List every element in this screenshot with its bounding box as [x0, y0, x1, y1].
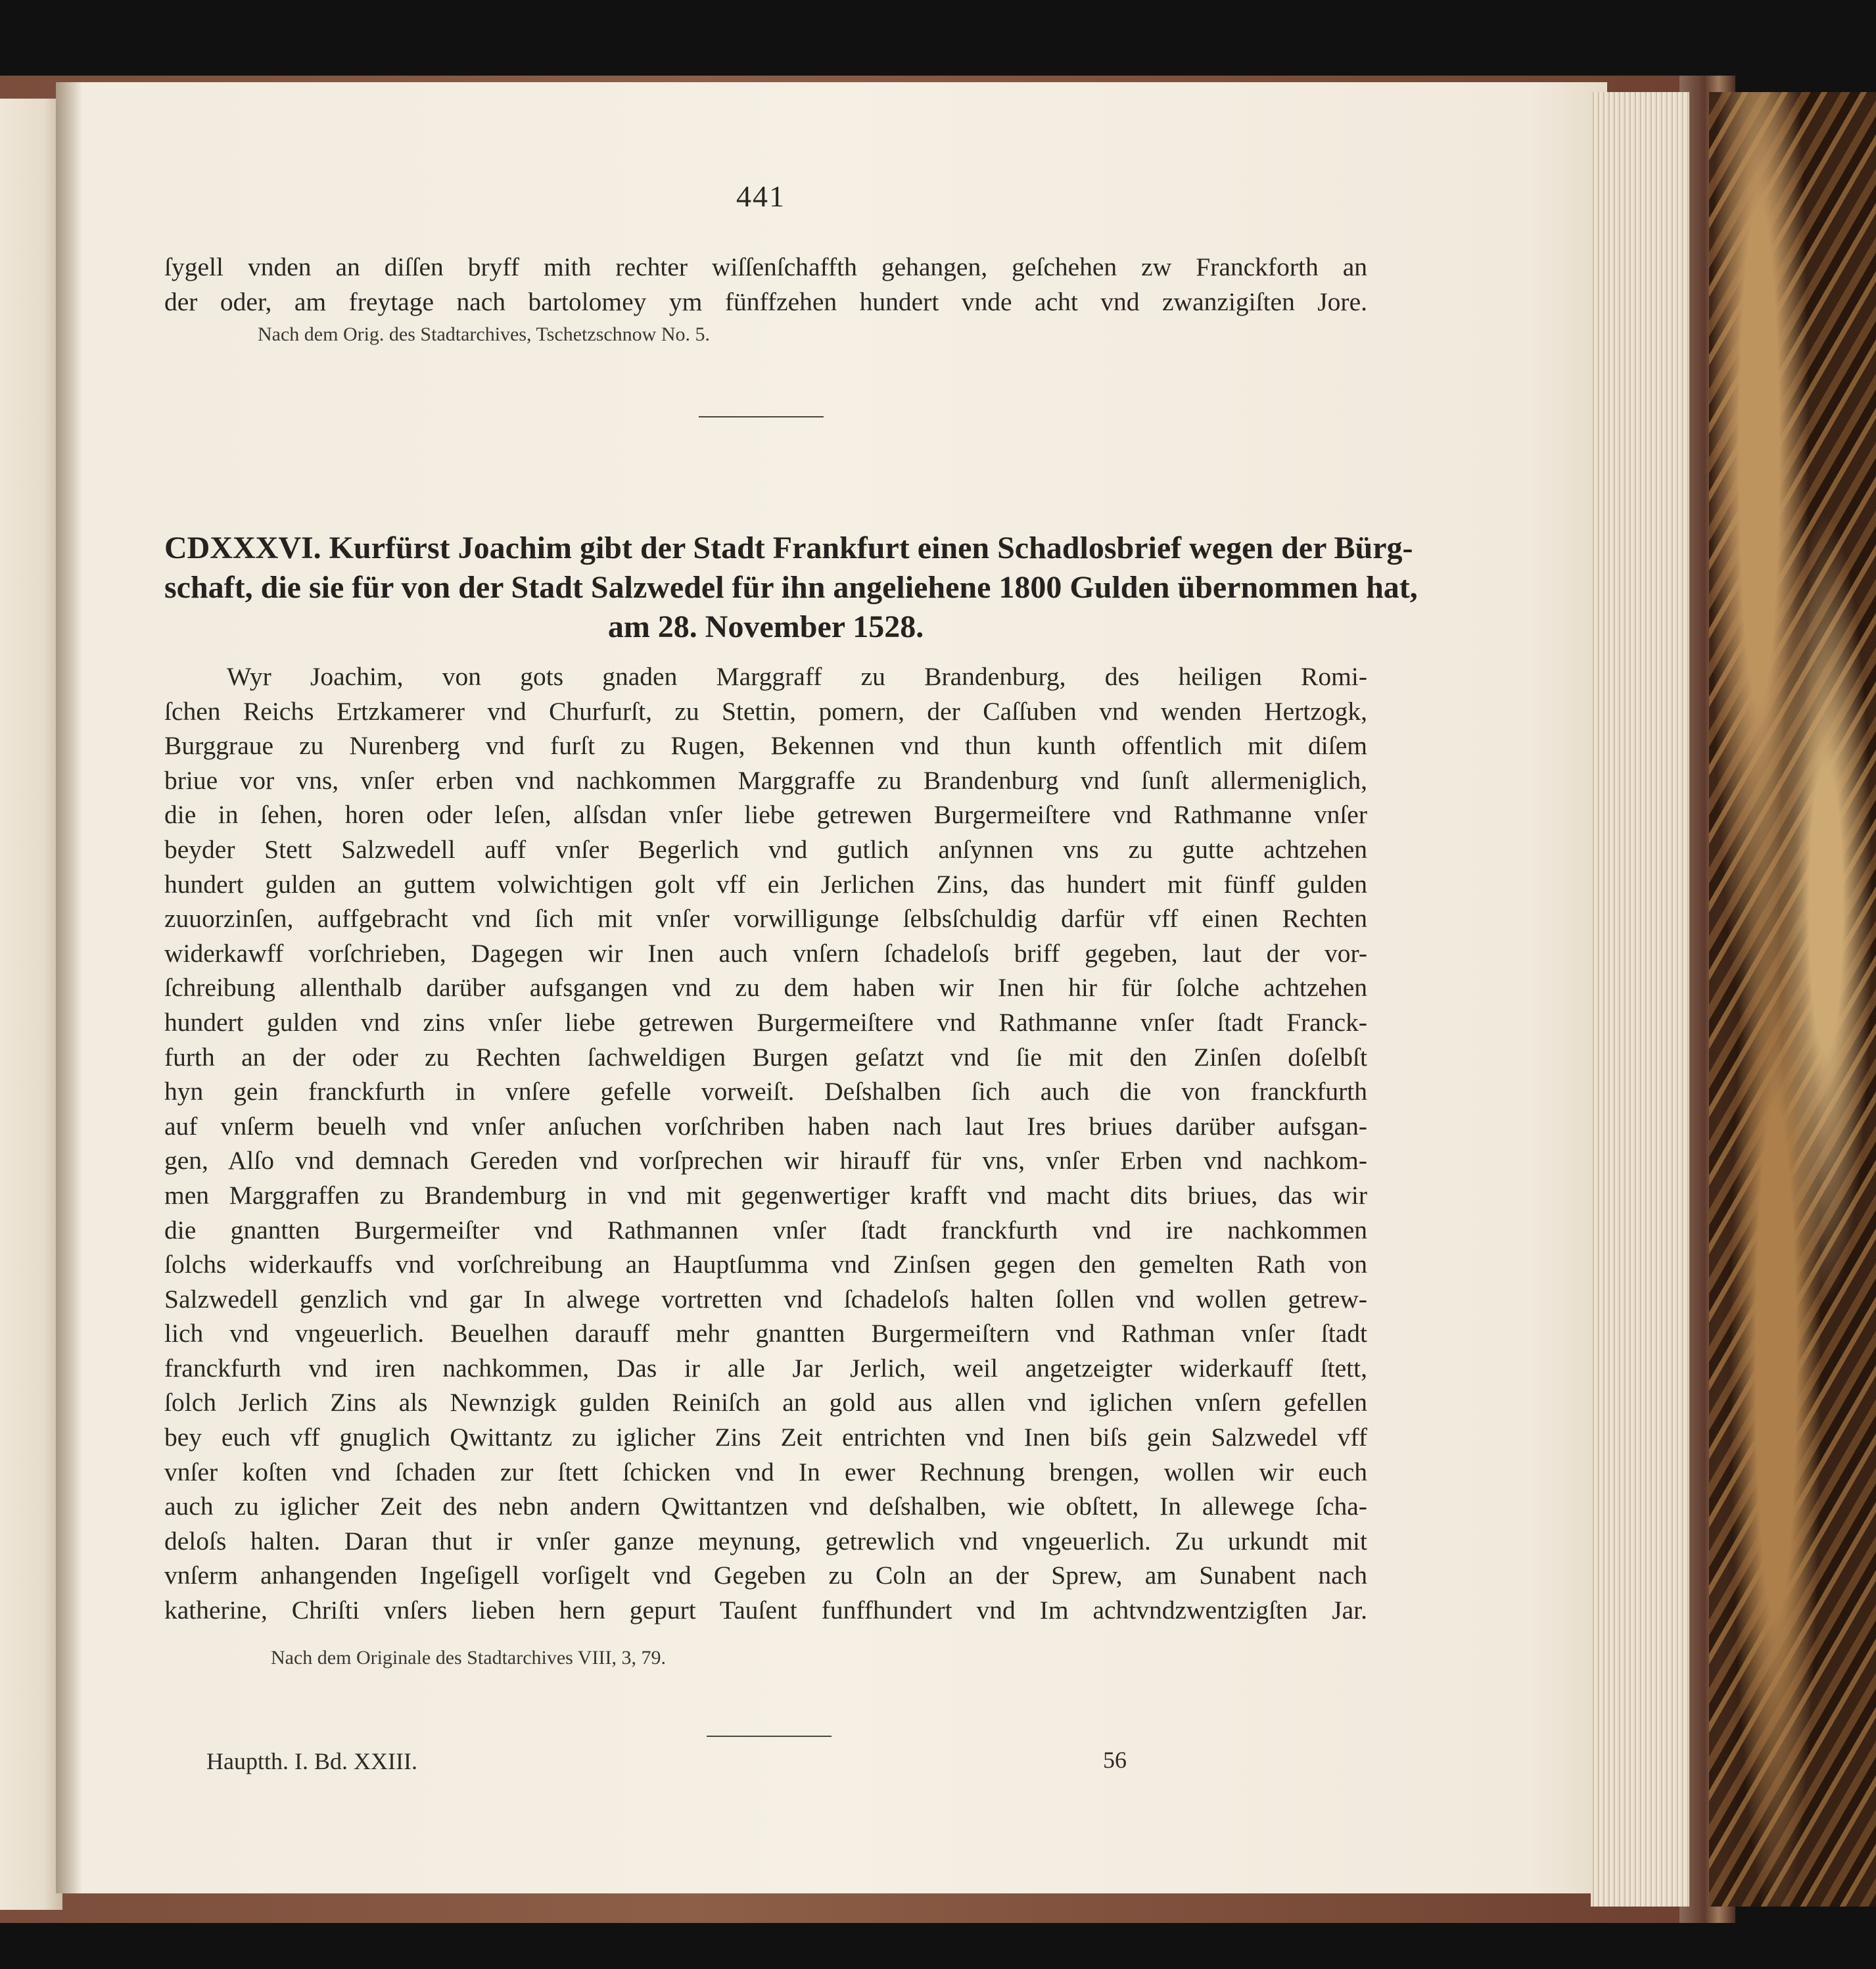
body-line: gen, Alſo vnd demnach Gereden vnd vorſprechen wir hirauff für vns, vnſer Erben vnd nachkom-: [164, 1146, 1367, 1175]
body-line: vnſer koſten vnd ſchaden zur ſtett ſchicken vnd In ewer Rechnung brengen, wollen wir euch: [164, 1457, 1367, 1486]
heading-line: schaft, die sie für von der Stadt Salzwedel für ihn angeliehene 1800 Gulden übernommen hat,: [164, 570, 1418, 605]
body-line: widerkawff vorſchrieben, Dagegen wir Inen auch vnſern ſchadeloſs briff gegeben, laut der vor-: [164, 938, 1367, 968]
body-line: franckfurth vnd iren nachkommen, Das ir alle Jar Jerlich, weil angetzeigter widerkauff ſtett,: [164, 1353, 1367, 1383]
document-heading: [164, 529, 1418, 647]
body-line: briue vor vns, vnſer erben vnd nachkommen Marggraffe zu Brandenburg vnd ſunſt allermeniglich,: [164, 765, 1367, 795]
section-divider: [699, 416, 824, 417]
body-line: auf vnſerm beuelh vnd vnſer anſuchen vorſchriben haben nach laut Ires briues darüber aufsgan-: [164, 1111, 1367, 1141]
heading-line: CDXXXVI. Kurfürst Joachim gibt der Stadt Frankfurt einen Schadlosbrief wegen der Bürg-: [164, 531, 1413, 565]
body-line: ſchreibung allenthalb darüber aufsgangen vnd zu dem haben wir Inen hir für ſolche achtzehen: [164, 973, 1367, 1003]
body-line: die gnantten Burgermeiſter vnd Rathmannen vnſer ſtadt franckfurth vnd ire nachkommen: [164, 1215, 1367, 1245]
body-line: katherine, Chriſti vnſers lieben hern gepurt Tauſent funffhundert vnd Im achtvndzwentzigſten Jar.: [164, 1596, 1367, 1625]
intro-source-note: Nach dem Orig. des Stadtarchives, Tschetzschnow No. 5.: [258, 323, 711, 345]
body-line: ſolch Jerlich Zins als Newnzigk gulden Reiniſch an gold aus allen vnd iglichen vnſern gefellen: [164, 1388, 1367, 1417]
volume-signature: Hauptth. I. Bd. XXIII.: [206, 1748, 417, 1774]
sheet-number: 56: [1103, 1747, 1127, 1773]
body-line: lich vnd vngeuerlich. Beuelhen darauff mehr gnantten Burgermeiſtern vnd Rathman vnſer ſtadt: [164, 1319, 1367, 1348]
page-stack-edges: [1591, 92, 1689, 1907]
marbled-endpaper: [1709, 92, 1876, 1907]
body-line: furth an der oder zu Rechten ſachweldigen Burgen geſatzt vnd ſie mit den Zinſen doſelbſt: [164, 1042, 1367, 1072]
page-number: 441: [736, 179, 786, 213]
body-line: vnſerm anhangenden Ingeſigell vorſigelt vnd Gegeben zu Coln an der Sprew, am Sunabent nach: [164, 1561, 1367, 1590]
page-gutter-shadow: [56, 82, 82, 1893]
left-page-edge: [0, 99, 62, 1910]
body-line: bey euch vff gnuglich Qwittantz zu iglicher Zins Zeit entrichten vnd Inen biſs gein Salzwedel vff: [164, 1423, 1367, 1452]
body-line: deloſs halten. Daran thut ir vnſer ganze meynung, getrewlich vnd vngeuerlich. Zu urkundt mit: [164, 1526, 1367, 1555]
footer-divider: [707, 1736, 832, 1737]
body-line: ſchen Reichs Ertzkamerer vnd Churfurſt, zu Stettin, pomern, der Caſſuben vnd wenden Hertzogk,: [164, 696, 1367, 726]
intro-line: der oder, am freytage nach bartolomey ym fünffzehen hundert vnde acht vnd zwanzigiſten Jore.: [164, 287, 1367, 316]
heading-line: am 28. November 1528.: [607, 609, 924, 644]
intro-text: [164, 250, 1367, 319]
body-source-note: Nach dem Originale des Stadtarchives VIII, 3, 79.: [271, 1647, 666, 1669]
body-line: Salzwedell genzlich vnd gar In alwege vortretten vnd ſchadeloſs halten ſollen vnd wollen getrew-: [164, 1284, 1367, 1314]
body-line: beyder Stett Salzwedell auff vnſer Begerlich vnd gutlich anſynnen vns zu gutte achtzehen: [164, 834, 1367, 864]
body-line: Burggraue zu Nurenberg vnd furſt zu Rugen, Bekennen vnd thun kunth offentlich mit diſem: [164, 731, 1367, 761]
body-line: zuuorzinſen, auffgebracht vnd ſich mit vnſer vorwilligunge ſelbsſchuldig darfür vff einen Rechten: [164, 904, 1367, 934]
intro-line: ſygell vnden an diſſen bryff mith rechter wiſſenſchaffth gehangen, geſchehen zw Franckforth an: [164, 252, 1367, 281]
body-line: ſolchs widerkauffs vnd vorſchreibung an Hauptſumma vnd Zinſsen gegen den gemelten Rath von: [164, 1250, 1367, 1279]
body-line: hundert gulden an guttem volwichtigen golt vff ein Jerlichen Zins, das hundert mit fünff gulden: [164, 869, 1367, 899]
charter-text: [164, 659, 1367, 1628]
body-line: die in ſehen, horen oder leſen, alſsdan vnſer liebe getrewen Burgermeiſtere vnd Rathmanne vnſer: [164, 800, 1367, 830]
body-line: men Marggraffen zu Brandemburg in vnd mit gegenwertiger krafft vnd macht dits briues, das wir: [164, 1180, 1367, 1210]
body-line: Wyr Joachim, von gots gnaden Marggraff zu Brandenburg, des heiligen Romi-: [227, 662, 1367, 691]
body-line: hyn gein franckfurth in vnſere gefelle vorweiſt. Deſshalben ſich auch die von franckfurth: [164, 1077, 1367, 1106]
body-line: auch zu iglicher Zeit des nebn andern Qwittantzen vnd deſshalben, wie obſtett, In allewege ſcha-: [164, 1492, 1367, 1521]
body-line: hundert gulden vnd zins vnſer liebe getrewen Burgermeiſtere vnd Rathmanne vnſer ſtadt Franck-: [164, 1007, 1367, 1037]
